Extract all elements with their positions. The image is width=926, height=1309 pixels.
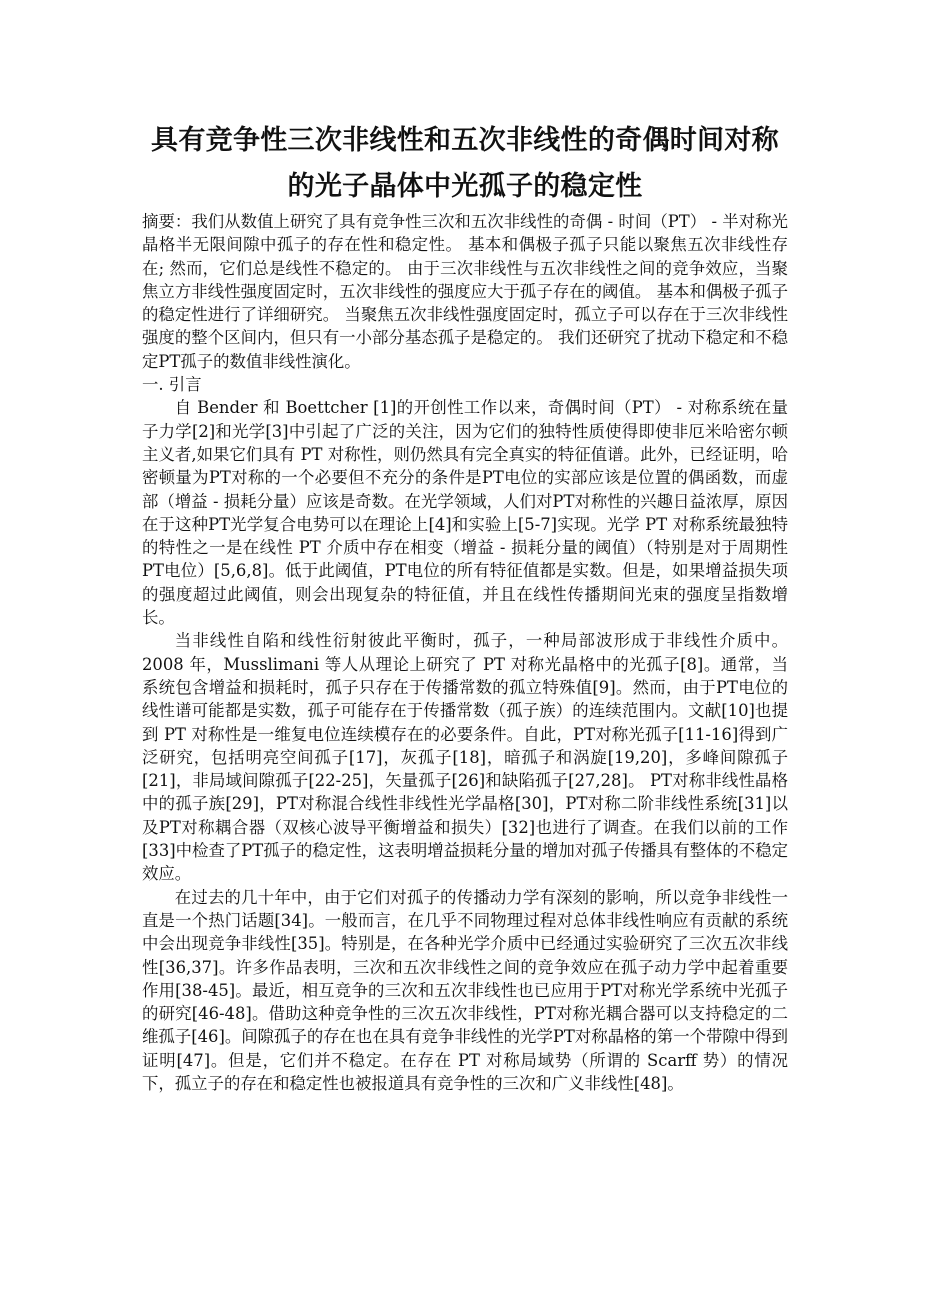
abstract: 摘要：我们从数值上研究了具有竞争性三次和五次非线性的奇偶 - 时间（PT） - 半对称光晶格半无限间隙中孤子的存在性和稳定性。 基本和偶极子孤子只能以聚焦五次非线性存在; 然而，它们总是线性不稳定的。 由于三次非线性与五次非线性之间的竞争效应，当聚焦立方非线性强度固定时，五次非线性的强度应大于孤子存在的阈值。 基本和偶极子孤子的稳定性进行了详细研究。 当聚焦五次非线性强度固定时，孤立子可以存在于三次非线性强度的整个区间内，但只有一小部分基态孤子是稳定的。 我们还研究了扰动下稳定和不稳定PT孤子的数值非线性演化。 xyxy=(142,212,788,371)
body-paragraph: 在过去的几十年中，由于它们对孤子的传播动力学有深刻的影响，所以竞争非线性一直是一个热门话题[34]。一般而言，在几乎不同物理过程对总体非线性响应有贡献的系统中会出现竞争非线性[35]。特别是，在各种光学介质中已经通过实验研究了三次五次非线性[36,37]。许多作品表明，三次和五次非线性之间的竞争效应在孤子动力学中起着重要作用[38-45]。最近，相互竞争的三次和五次非线性也已应用于PT对称光学系统中光孤子的研究[46-48]。借助这种竞争性的三次五次非线性，PT对称光耦合器可以支持稳定的二维孤子[46]。间隙孤子的存在也在具有竞争非线性的光学PT对称晶格的第一个带隙中得到证明[47]。但是，它们并不稳定。在存在 PT 对称局域势（所谓的 Scarff 势）的情况下，孤立子的存在和稳定性也被报道具有竞争性的三次和广义非线性[48]。 xyxy=(142,887,788,1093)
paper-title-line-1: 具有竞争性三次非线性和五次非线性的奇偶时间对称 xyxy=(151,125,779,156)
paper-page xyxy=(142,118,788,1095)
paper-title xyxy=(142,118,788,210)
section-heading-introduction: 一. 引言 xyxy=(142,375,202,395)
body-paragraph: 自 Bender 和 Boettcher [1]的开创性工作以来，奇偶时间（PT） - 对称系统在量子力学[2]和光学[3]中引起了广泛的关注，因为它们的独特性质使得即使非厄米哈密尔顿主义者,如果它们具有 PT 对称性，则仍然具有完全真实的特征值谱。此外，已经证明，哈密顿量为PT对称的一个必要但不充分的条件是PT电位的实部应该是位置的偶函数，而虚部（增益 - 损耗分量）应该是奇数。在光学领域，人们对PT对称性的兴趣日益浓厚，原因在于这种PT光学复合电势可以在理论上[4]和实验上[5-7]实现。光学 PT 对称系统最独特的特性之一是在线性 PT 介质中存在相变（增益 - 损耗分量的阈值）（特别是对于周期性PT电位）[5,6,8]。低于此阈值，PT电位的所有特征值都是实数。但是，如果增益损失项的强度超过此阈值，则会出现复杂的特征值，并且在线性传播期间光束的强度呈指数增长。 xyxy=(142,398,788,628)
body-paragraph: 当非线性自陷和线性衍射彼此平衡时，孤子，一种局部波形成于非线性介质中。2008 年，Musslimani 等人从理论上研究了 PT 对称光晶格中的光孤子[8]。通常，当系统包含增益和损耗时，孤子只存在于传播常数的孤立特殊值[9]。然而，由于PT电位的线性谱可能都是实数，孤子可能存在于传播常数（孤子族）的连续范围内。文献[10]也提到 PT 对称性是一维复电位连续模存在的必要条件。自此，PT对称光孤子[11-16]得到广泛研究，包括明亮空间孤子[17]，灰孤子[18]，暗孤子和涡旋[19,20]，多峰间隙孤子[21]，非局域间隙孤子[22-25]，矢量孤子[26]和缺陷孤子[27,28]。 PT对称非线性晶格中的孤子族[29]，PT对称混合线性非线性光学晶格[30]，PT对称二阶非线性系统[31]以及PT对称耦合器（双核心波导平衡增益和损失）[32]也进行了调查。在我们以前的工作[33]中检查了PT孤子的稳定性，这表明增益损耗分量的增加对孤子传播具有整体的不稳定效应。 xyxy=(142,631,788,884)
paper-title-line-2: 的光子晶体中光孤子的稳定性 xyxy=(287,171,643,202)
